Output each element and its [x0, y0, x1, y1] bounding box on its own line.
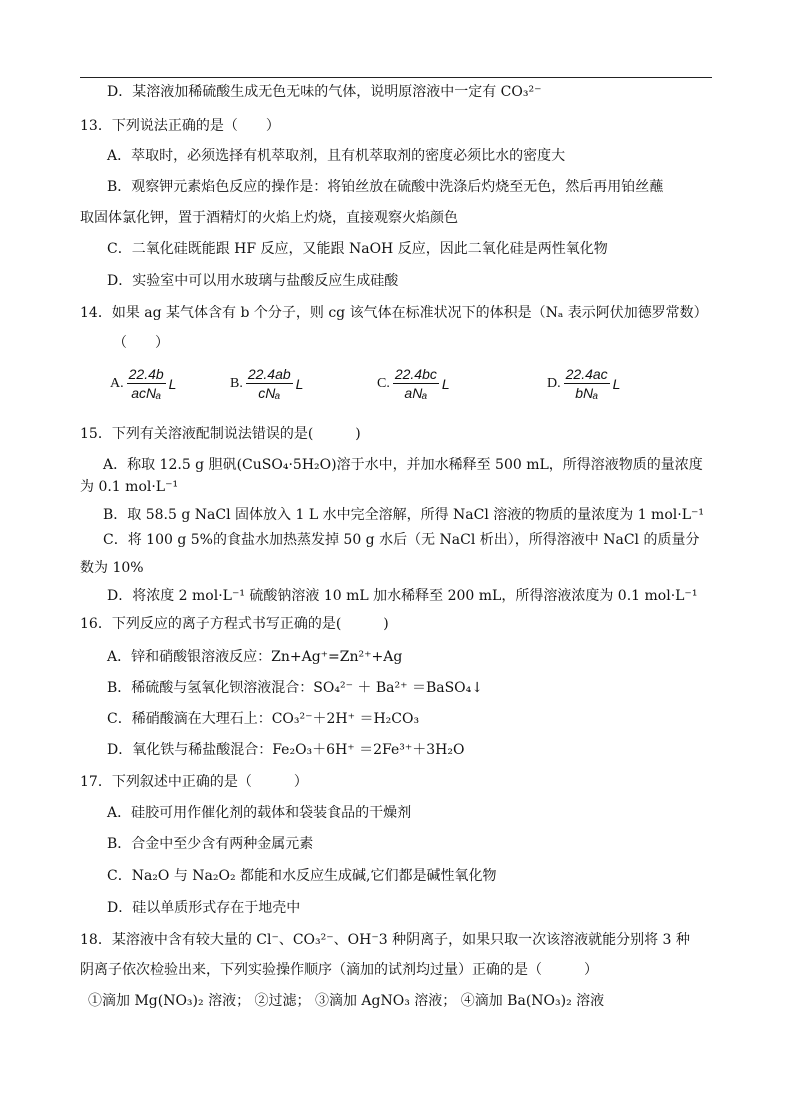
q17-stem: 17．下列叙述中正确的是（ ） [80, 774, 308, 790]
q17-option-b: B．合金中至少含有两种金属元素 [107, 836, 314, 852]
q16-option-a: A．锌和硝酸银溶液反应：Zn+Ag⁺=Zn²⁺+Ag [107, 649, 403, 665]
q18-steps: ①滴加 Mg(NO₃)₂ 溶液； ②过滤； ③滴加 AgNO₃ 溶液； ④滴加 Ba(NO₃)₂ 溶液 [88, 993, 605, 1009]
q18-stem-cont: 阴离子依次检验出来，下列实验操作顺序（滴加的试剂均过量）正确的是（ ） [80, 962, 598, 978]
q14-option-b [230, 366, 303, 401]
q15-option-a-cont: 为 0.1 mol·L⁻¹ [80, 479, 179, 495]
q14-answer-paren: （ ） [113, 335, 169, 351]
fraction-denominator: bNₐ [575, 385, 599, 401]
q18-stem: 18．某溶液中含有较大量的 Cl⁻、CO₃²⁻、OH⁻3 种阴离子，如果只取一次该溶液就能分别将 3 种 [80, 932, 690, 948]
q14-option-c [377, 366, 450, 401]
header-rule [80, 77, 712, 78]
q13-option-a: A．萃取时，必须选择有机萃取剂，且有机萃取剂的密度必须比水的密度大 [107, 148, 566, 164]
fraction-numerator: 22.4ac [565, 366, 608, 382]
q12-option-d: D．某溶液加稀硫酸生成无色无味的气体，说明原溶液中一定有 CO₃²⁻ [107, 84, 542, 100]
q13-option-b-cont: 取固体氯化钾，置于酒精灯的火焰上灼烧，直接观察火焰颜色 [80, 210, 458, 226]
q15-option-c-cont: 数为 10% [80, 560, 144, 576]
q13-stem: 13．下列说法正确的是（ ） [80, 118, 280, 134]
fraction-numerator: 22.4b [128, 366, 164, 382]
unit: L [168, 375, 177, 392]
option-label: A. [110, 375, 124, 391]
fraction-denominator: acNₐ [131, 385, 162, 401]
q15-option-b: B．取 58.5 g NaCl 固体放入 1 L 水中完全溶解，所得 NaCl 溶液的物质的量浓度为 1 mol·L⁻¹ [103, 507, 704, 523]
q15-stem: 15．下列有关溶液配制说法错误的是( ) [80, 426, 361, 442]
q16-option-d: D．氧化铁与稀盐酸混合：Fe₂O₃＋6H⁺ ＝2Fe³⁺＋3H₂O [107, 742, 465, 758]
fraction-numerator: 22.4bc [394, 366, 437, 382]
q14-option-a [110, 366, 176, 401]
q14-option-d [547, 366, 620, 401]
q16-stem: 16．下列反应的离子方程式书写正确的是( ) [80, 616, 389, 632]
q15-option-c: C．将 100 g 5%的食盐水加热蒸发掉 50 g 水后（无 NaCl 析出），所得溶液中 NaCl 的质量分 [103, 532, 700, 548]
fraction-numerator: 22.4ab [247, 366, 291, 382]
q13-option-c: C．二氧化硅既能跟 HF 反应，又能跟 NaOH 反应，因此二氧化硅是两性氧化物 [107, 241, 608, 257]
unit: L [612, 375, 621, 392]
option-label: B. [230, 375, 243, 391]
fraction-denominator: cNₐ [258, 385, 281, 401]
q13-option-b: B．观察钾元素焰色反应的操作是：将铂丝放在硫酸中洗涤后灼烧至无色，然后再用铂丝蘸 [107, 179, 664, 195]
q13-option-d: D．实验室中可以用水玻璃与盐酸反应生成硅酸 [107, 273, 399, 289]
q16-option-b: B．稀硫酸与氢氧化钡溶液混合：SO₄²⁻ ＋ Ba²⁺ ＝BaSO₄↓ [107, 680, 484, 696]
option-label: C. [377, 375, 390, 391]
unit: L [441, 375, 450, 392]
fraction-denominator: aNₐ [404, 385, 428, 401]
option-label: D. [547, 375, 561, 391]
q15-option-a: A．称取 12.5 g 胆矾(CuSO₄·5H₂O)溶于水中，并加水稀释至 500 mL，所得溶液物质的量浓度 [103, 457, 703, 473]
q17-option-d: D．硅以单质形式存在于地壳中 [107, 900, 301, 916]
q17-option-a: A．硅胶可用作催化剂的载体和袋装食品的干燥剂 [107, 805, 412, 821]
q15-option-d: D．将浓度 2 mol·L⁻¹ 硫酸钠溶液 10 mL 加水稀释至 200 mL，所得溶液浓度为 0.1 mol·L⁻¹ [107, 588, 698, 604]
unit: L [295, 375, 304, 392]
q17-option-c: C．Na₂O 与 Na₂O₂ 都能和水反应生成碱,它们都是碱性氧化物 [107, 868, 497, 884]
q14-stem: 14．如果 ag 某气体含有 b 个分子，则 cg 该气体在标准状况下的体积是（Nₐ 表示阿伏加德罗常数） [80, 305, 708, 321]
q16-option-c: C．稀硝酸滴在大理石上：CO₃²⁻＋2H⁺ ＝H₂CO₃ [107, 711, 420, 727]
